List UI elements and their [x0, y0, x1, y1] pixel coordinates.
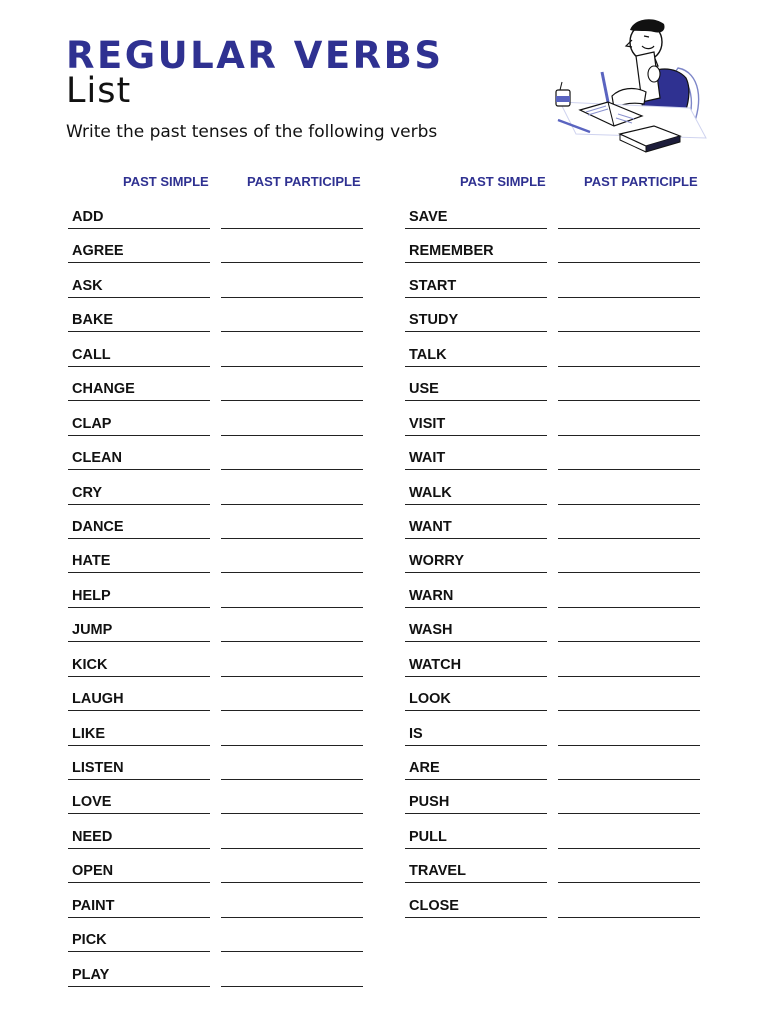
past-simple-answer-line[interactable]: [68, 607, 210, 608]
verb-row: [405, 613, 705, 647]
verb-word: WARN: [409, 587, 454, 604]
past-participle-answer-line[interactable]: [221, 813, 363, 814]
verb-row: [405, 751, 705, 785]
verb-word: TRAVEL: [409, 863, 466, 880]
past-participle-answer-line[interactable]: [558, 435, 700, 436]
verb-row: [405, 303, 705, 337]
verb-row: [68, 751, 368, 785]
past-simple-answer-line[interactable]: [68, 504, 210, 505]
verb-word: PUSH: [409, 794, 450, 811]
past-simple-answer-line[interactable]: [405, 400, 547, 401]
verb-word: WALK: [409, 484, 452, 501]
verb-word: PICK: [72, 932, 107, 949]
verb-row: [405, 441, 705, 475]
verb-row: [405, 820, 705, 854]
verb-word: HATE: [72, 553, 111, 570]
verb-word: USE: [409, 381, 439, 398]
past-simple-answer-line[interactable]: [68, 779, 210, 780]
past-participle-answer-line[interactable]: [558, 848, 700, 849]
instruction-text: Write the past tenses of the following verbs: [66, 122, 438, 142]
right-past-participle-header: PAST PARTICIPLE: [584, 174, 698, 189]
verb-row: [405, 579, 705, 613]
verb-row: [405, 682, 705, 716]
past-participle-answer-line[interactable]: [558, 917, 700, 918]
past-simple-answer-line[interactable]: [405, 538, 547, 539]
past-participle-answer-line[interactable]: [221, 366, 363, 367]
verb-word: HELP: [72, 587, 111, 604]
verb-word: CLEAN: [72, 450, 122, 467]
past-simple-answer-line[interactable]: [405, 228, 547, 229]
past-participle-answer-line[interactable]: [558, 572, 700, 573]
past-participle-answer-line[interactable]: [558, 779, 700, 780]
past-participle-answer-line[interactable]: [558, 676, 700, 677]
verb-row: [405, 889, 705, 923]
verb-row: [405, 476, 705, 510]
past-simple-answer-line[interactable]: [68, 641, 210, 642]
past-participle-answer-line[interactable]: [558, 469, 700, 470]
verb-word: PAINT: [72, 897, 115, 914]
past-simple-answer-line[interactable]: [405, 641, 547, 642]
past-simple-answer-line[interactable]: [405, 676, 547, 677]
past-participle-answer-line[interactable]: [558, 262, 700, 263]
past-participle-answer-line[interactable]: [558, 228, 700, 229]
verb-word: LOOK: [409, 691, 451, 708]
verb-word: OPEN: [72, 863, 114, 880]
verb-row: [68, 200, 368, 234]
verb-word: CLAP: [72, 415, 112, 432]
left-verb-list: [68, 200, 368, 992]
past-participle-answer-line[interactable]: [221, 986, 363, 987]
past-simple-answer-line[interactable]: [68, 951, 210, 952]
verb-word: BAKE: [72, 312, 114, 329]
past-participle-answer-line[interactable]: [221, 469, 363, 470]
right-past-simple-header: PAST SIMPLE: [460, 174, 546, 189]
past-simple-answer-line[interactable]: [405, 435, 547, 436]
verb-word: IS: [409, 725, 423, 742]
verb-row: [405, 234, 705, 268]
verb-word: KICK: [72, 656, 108, 673]
verb-row: [405, 407, 705, 441]
past-simple-answer-line[interactable]: [68, 538, 210, 539]
verb-row: [68, 303, 368, 337]
past-participle-answer-line[interactable]: [221, 607, 363, 608]
verb-word: PLAY: [72, 966, 110, 983]
past-simple-answer-line[interactable]: [405, 297, 547, 298]
past-participle-answer-line[interactable]: [558, 607, 700, 608]
past-participle-answer-line[interactable]: [221, 435, 363, 436]
verb-word: START: [409, 277, 457, 294]
verb-row: [68, 923, 368, 957]
verb-row: [68, 407, 368, 441]
past-simple-answer-line[interactable]: [68, 435, 210, 436]
past-simple-answer-line[interactable]: [405, 710, 547, 711]
past-participle-answer-line[interactable]: [558, 813, 700, 814]
verb-row: [68, 613, 368, 647]
past-simple-answer-line[interactable]: [405, 607, 547, 608]
page-subtitle: List: [66, 71, 132, 111]
past-simple-answer-line[interactable]: [405, 262, 547, 263]
verb-word: ADD: [72, 209, 104, 225]
verb-word: LAUGH: [72, 691, 124, 708]
verb-row: [68, 889, 368, 923]
verb-row: [405, 200, 705, 234]
page-title: REGULAR VERBS: [66, 34, 444, 77]
past-simple-answer-line[interactable]: [68, 986, 210, 987]
verb-word: JUMP: [72, 622, 113, 639]
past-simple-answer-line[interactable]: [405, 882, 547, 883]
past-simple-answer-line[interactable]: [405, 366, 547, 367]
past-simple-answer-line[interactable]: [68, 813, 210, 814]
verb-row: [68, 544, 368, 578]
past-participle-answer-line[interactable]: [221, 400, 363, 401]
verb-word: LISTEN: [72, 760, 124, 776]
past-participle-answer-line[interactable]: [558, 400, 700, 401]
verb-row: [68, 717, 368, 751]
past-simple-answer-line[interactable]: [405, 745, 547, 746]
past-participle-answer-line[interactable]: [221, 538, 363, 539]
past-simple-answer-line[interactable]: [68, 882, 210, 883]
verb-word: CRY: [72, 484, 103, 501]
verb-row: [405, 785, 705, 819]
verb-word: LIKE: [72, 725, 106, 742]
past-participle-answer-line[interactable]: [558, 538, 700, 539]
right-verb-list: [405, 200, 705, 923]
verb-row: [68, 854, 368, 888]
verb-row: [68, 476, 368, 510]
past-simple-answer-line[interactable]: [405, 331, 547, 332]
past-participle-answer-line[interactable]: [221, 504, 363, 505]
past-participle-answer-line[interactable]: [221, 951, 363, 952]
verb-row: [405, 717, 705, 751]
verb-row: [68, 958, 368, 992]
past-simple-answer-line[interactable]: [68, 469, 210, 470]
past-participle-answer-line[interactable]: [221, 228, 363, 229]
past-participle-answer-line[interactable]: [221, 710, 363, 711]
past-participle-answer-line[interactable]: [221, 676, 363, 677]
past-participle-answer-line[interactable]: [558, 641, 700, 642]
verb-word: REMEMBER: [409, 243, 494, 260]
left-past-simple-header: PAST SIMPLE: [123, 174, 209, 189]
student-writing-illustration: [550, 16, 710, 162]
past-simple-answer-line[interactable]: [405, 917, 547, 918]
past-simple-answer-line[interactable]: [68, 400, 210, 401]
past-simple-answer-line[interactable]: [68, 745, 210, 746]
past-simple-answer-line[interactable]: [68, 366, 210, 367]
past-participle-answer-line[interactable]: [221, 882, 363, 883]
verb-word: TALK: [409, 346, 447, 363]
left-past-participle-header: PAST PARTICIPLE: [247, 174, 361, 189]
past-simple-answer-line[interactable]: [68, 676, 210, 677]
past-simple-answer-line[interactable]: [68, 331, 210, 332]
verb-word: WASH: [409, 622, 453, 639]
verb-row: [405, 338, 705, 372]
past-participle-answer-line[interactable]: [558, 710, 700, 711]
past-simple-answer-line[interactable]: [68, 262, 210, 263]
verb-row: [68, 785, 368, 819]
verb-word: VISIT: [409, 415, 446, 432]
verb-row: [68, 682, 368, 716]
past-simple-answer-line[interactable]: [405, 469, 547, 470]
verb-row: [68, 372, 368, 406]
verb-row: [68, 441, 368, 475]
past-participle-answer-line[interactable]: [558, 331, 700, 332]
past-simple-answer-line[interactable]: [405, 504, 547, 505]
verb-word: NEED: [72, 828, 113, 845]
verb-word: WORRY: [409, 553, 465, 570]
past-participle-answer-line[interactable]: [558, 745, 700, 746]
verb-row: [405, 269, 705, 303]
past-participle-answer-line[interactable]: [221, 917, 363, 918]
verb-row: [68, 338, 368, 372]
verb-row: [68, 234, 368, 268]
past-simple-answer-line[interactable]: [68, 710, 210, 711]
past-simple-answer-line[interactable]: [68, 917, 210, 918]
past-participle-answer-line[interactable]: [221, 641, 363, 642]
past-simple-answer-line[interactable]: [68, 297, 210, 298]
verb-word: CLOSE: [409, 897, 459, 914]
verb-row: [405, 854, 705, 888]
past-simple-answer-line[interactable]: [68, 848, 210, 849]
past-simple-answer-line[interactable]: [405, 572, 547, 573]
verb-word: ASK: [72, 277, 103, 294]
past-participle-answer-line[interactable]: [558, 366, 700, 367]
verb-row: [68, 269, 368, 303]
verb-row: [405, 510, 705, 544]
past-participle-answer-line[interactable]: [558, 297, 700, 298]
verb-word: WANT: [409, 518, 452, 535]
past-simple-answer-line[interactable]: [405, 813, 547, 814]
verb-row: [68, 820, 368, 854]
verb-word: STUDY: [409, 312, 459, 329]
past-participle-answer-line[interactable]: [221, 848, 363, 849]
verb-row: [405, 544, 705, 578]
verb-row: [405, 372, 705, 406]
past-participle-answer-line[interactable]: [558, 504, 700, 505]
past-participle-answer-line[interactable]: [221, 745, 363, 746]
verb-row: [68, 579, 368, 613]
past-simple-answer-line[interactable]: [405, 779, 547, 780]
verb-word: LOVE: [72, 794, 112, 811]
verb-word: CALL: [72, 346, 111, 363]
past-participle-answer-line[interactable]: [221, 262, 363, 263]
verb-word: SAVE: [409, 209, 448, 225]
verb-row: [405, 648, 705, 682]
past-participle-answer-line[interactable]: [221, 331, 363, 332]
past-simple-answer-line[interactable]: [68, 228, 210, 229]
verb-word: ARE: [409, 760, 440, 776]
verb-word: PULL: [409, 828, 447, 845]
past-participle-answer-line[interactable]: [221, 779, 363, 780]
verb-word: DANCE: [72, 518, 124, 535]
past-simple-answer-line[interactable]: [405, 848, 547, 849]
verb-word: WATCH: [409, 656, 462, 673]
verb-row: [68, 510, 368, 544]
verb-word: WAIT: [409, 450, 446, 467]
past-participle-answer-line[interactable]: [221, 572, 363, 573]
verb-word: AGREE: [72, 243, 124, 260]
verb-word: CHANGE: [72, 381, 135, 398]
past-simple-answer-line[interactable]: [68, 572, 210, 573]
past-participle-answer-line[interactable]: [558, 882, 700, 883]
verb-row: [68, 648, 368, 682]
past-participle-answer-line[interactable]: [221, 297, 363, 298]
